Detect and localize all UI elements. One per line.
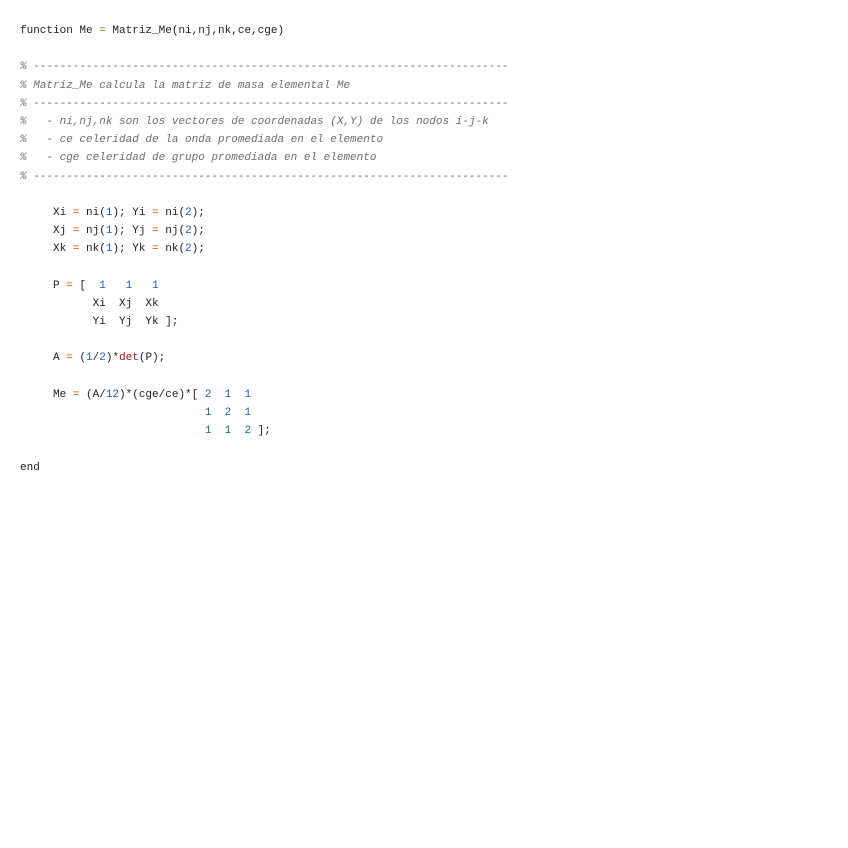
code-token: = — [66, 352, 73, 365]
code-line — [20, 40, 508, 58]
code-line — [20, 440, 508, 458]
code-line — [20, 459, 508, 477]
code-token: 2 — [185, 243, 192, 256]
code-token: 1 — [244, 388, 252, 401]
code-token: ); — [191, 243, 205, 256]
code-line — [20, 131, 508, 149]
code-token: % ------------------------------------------------------------------------ — [20, 170, 509, 183]
code-token: 1 — [105, 206, 113, 219]
code-line — [20, 313, 508, 331]
code-token: 12 — [105, 388, 120, 401]
code-token — [20, 407, 205, 419]
code-line — [20, 149, 508, 167]
code-token: [ — [72, 279, 100, 292]
code-token — [211, 389, 224, 401]
code-line — [20, 58, 508, 76]
code-token: end — [20, 461, 40, 474]
code-token: P — [20, 279, 67, 292]
code-line — [20, 240, 508, 258]
code-token: Xk — [20, 243, 73, 256]
code-token — [231, 407, 244, 419]
code-token — [231, 389, 244, 401]
code-token: % - cge celeridad de grupo promediada en el elemento — [20, 152, 377, 165]
code-token: = — [72, 225, 80, 238]
code-token: 1 — [224, 425, 232, 438]
code-token: / — [92, 352, 100, 365]
code-token: 2 — [224, 406, 232, 419]
code-token: % - ni,nj,nk son los vectores de coordenadas (X,Y) de los nodos i-j-k — [20, 115, 489, 128]
code-token: )*(cge/ce)*[ — [119, 388, 205, 401]
code-token: % ------------------------------------------------------------------------ — [20, 61, 509, 74]
code-token: 2 — [99, 352, 106, 365]
code-token: = — [152, 243, 159, 256]
code-line — [20, 331, 508, 349]
code-token: ); — [191, 206, 205, 219]
code-token: (P); — [138, 352, 166, 365]
code-token: 2 — [185, 225, 192, 238]
code-line — [20, 168, 508, 186]
code-token: nj( — [158, 225, 186, 238]
code-token: 1 — [86, 352, 93, 365]
code-token: = — [72, 206, 80, 219]
code-token: = — [72, 243, 80, 256]
code-token: det — [119, 352, 139, 365]
code-line — [20, 295, 508, 313]
code-line — [20, 77, 508, 95]
code-line — [20, 422, 508, 440]
code-token: Yi Yj Yk ]; — [20, 316, 179, 328]
code-line — [20, 204, 508, 222]
code-token: 1 — [105, 243, 113, 256]
code-token: ); Yi — [112, 206, 153, 219]
code-token: nk( — [79, 243, 106, 256]
code-token: ]; — [251, 425, 271, 438]
code-token: )* — [105, 352, 120, 365]
code-token: 1 — [105, 225, 113, 238]
code-token: Matriz_Me(ni,nj,nk,ce,cge) — [105, 25, 285, 37]
code-token: 2 — [185, 206, 192, 219]
code-token — [211, 407, 224, 419]
code-token — [132, 280, 152, 292]
code-token: Xi Xj Xk — [20, 297, 159, 310]
code-token: % ------------------------------------------------------------------------ — [20, 97, 509, 110]
code-token: % Matriz_Me calcula la matriz de masa elemental Me — [20, 79, 351, 92]
code-line — [20, 95, 508, 113]
code-token: = — [152, 225, 159, 238]
code-token: = — [99, 25, 106, 37]
code-token: 1 — [125, 279, 133, 292]
code-token: 1 — [152, 279, 159, 292]
code-token: nk( — [158, 243, 186, 256]
code-token: (A/ — [79, 388, 106, 401]
code-token: ); Yj — [112, 225, 153, 238]
code-token: 1 — [99, 279, 106, 292]
code-line — [20, 368, 508, 386]
code-token: 1 — [224, 388, 232, 401]
code-token: 1 — [204, 425, 212, 438]
code-line — [20, 258, 508, 276]
code-token: ni( — [158, 206, 186, 219]
code-line — [20, 113, 508, 131]
code-line — [20, 277, 508, 295]
code-token: 1 — [204, 406, 212, 419]
code-token — [106, 280, 126, 292]
code-line — [20, 186, 508, 204]
code-line — [20, 386, 508, 404]
code-token: ); — [191, 225, 205, 238]
code-token: ); Yk — [112, 243, 153, 256]
code-line — [20, 349, 508, 367]
code-token: Xi — [20, 206, 73, 219]
code-token — [231, 425, 244, 437]
code-token: A — [20, 352, 67, 365]
code-token: Xj — [20, 225, 73, 238]
code-token — [211, 425, 224, 437]
code-line — [20, 222, 508, 240]
code-token: 1 — [244, 406, 252, 419]
code-token: 2 — [244, 425, 252, 438]
code-line — [20, 404, 508, 422]
code-token: ni( — [79, 206, 106, 219]
code-token: function Me — [20, 25, 100, 37]
code-token: Me — [20, 388, 73, 401]
code-token: ( — [72, 352, 87, 365]
code-token: = — [152, 206, 159, 219]
code-line — [20, 22, 508, 40]
code-token — [20, 425, 205, 437]
code-token: nj( — [79, 225, 106, 238]
code-editor[interactable] — [20, 22, 508, 477]
code-token: 2 — [204, 388, 212, 401]
code-token: % - ce celeridad de la onda promediada en el elemento — [20, 134, 384, 147]
code-token: = — [72, 388, 80, 401]
code-token: = — [66, 279, 73, 292]
